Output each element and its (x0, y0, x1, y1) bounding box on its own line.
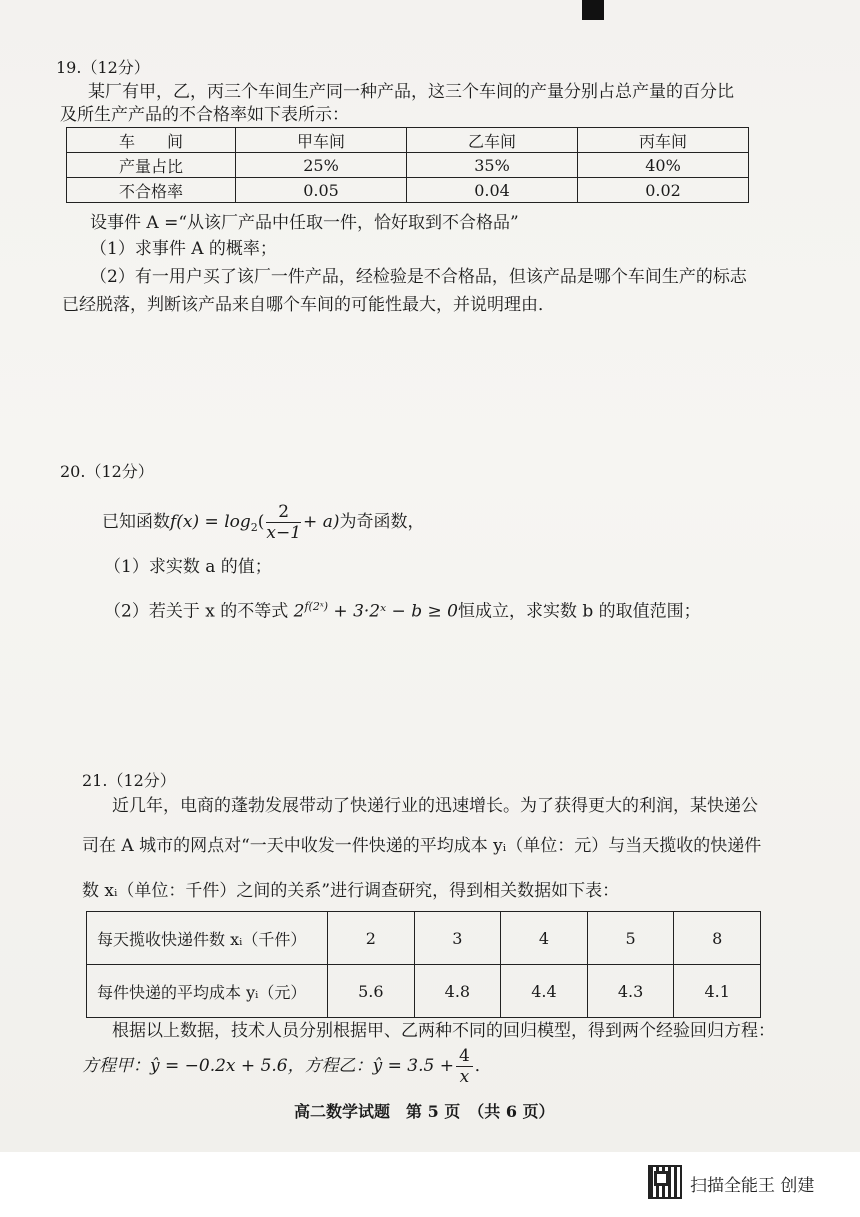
q19-event-definition: 设事件 A =“从该厂产品中任取一件，恰好取到不合格品” (90, 213, 519, 233)
table-cell: 35% (407, 153, 578, 178)
q21-fraction-denominator: x (459, 1066, 470, 1087)
page-footer: 高二数学试题 第 5 页 （共 6 页） (294, 1102, 555, 1121)
table-row (67, 153, 749, 178)
qr-code-icon (648, 1165, 682, 1199)
q20-s2-base: 2 (293, 601, 305, 622)
table-cell: 2 (328, 912, 415, 965)
q21-equations (82, 1042, 492, 1090)
q21-fraction-numerator: 4 (456, 1046, 473, 1067)
table-cell: 每件快递的平均成本 yᵢ（元） (87, 965, 328, 1018)
table-cell: 5.6 (328, 965, 415, 1018)
table-cell: 25% (236, 153, 407, 178)
q21-heading: 21.（12分） (82, 771, 176, 790)
q21-table (86, 911, 761, 1018)
table-cell: 乙车间 (407, 128, 578, 153)
q21-equation-text: 方程甲：ŷ = −0.2x + 5.6，方程乙：ŷ = 3.5 + (82, 1056, 454, 1076)
q19-paragraph-2: 及所生产产品的不合格率如下表所示： (60, 105, 349, 125)
q21-paragraph-1: 近几年，电商的蓬勃发展带动了快递行业的迅速增长。为了获得更大的利润，某快递公 (112, 796, 758, 816)
q20-function-definition (102, 498, 424, 546)
q20-intro: 已知函数 (102, 512, 170, 532)
table-cell: 产量占比 (67, 153, 236, 178)
q19-subquestion-2a: （2）有一用户买了该厂一件产品，经检验是不合格品，但该产品是哪个车间生产的标志 (90, 267, 747, 287)
q20-function-lhs: f(x) = log (170, 512, 251, 532)
q20-log-base: 2 (250, 521, 258, 534)
scan-mark (582, 0, 604, 20)
q21-equation-end: ． (474, 1056, 492, 1076)
table-row (87, 965, 761, 1018)
q20-subquestion-2 (104, 596, 701, 623)
table-row (67, 178, 749, 203)
table-cell: 4.4 (501, 965, 588, 1018)
q19-heading: 19.（12分） (56, 58, 150, 77)
table-cell: 8 (674, 912, 761, 965)
q20-subquestion-1: （1）求实数 a 的值； (104, 557, 272, 577)
table-cell: 40% (578, 153, 749, 178)
table-row (87, 912, 761, 965)
q20-plus-a: + a) (303, 512, 340, 532)
q19-subquestion-2b: 已经脱落，判断该产品来自哪个车间的可能性最大，并说明理由． (62, 295, 555, 315)
q20-s2-suffix: 恒成立，求实数 b 的取值范围； (457, 601, 701, 622)
table-cell: 4.8 (414, 965, 501, 1018)
table-cell: 每天揽收快递件数 xᵢ（千件） (87, 912, 328, 965)
q20-open-paren: ( (257, 512, 265, 532)
table-cell: 3 (414, 912, 501, 965)
q20-fraction-numerator: 2 (266, 502, 301, 523)
table-cell: 5 (587, 912, 674, 965)
table-cell: 0.02 (578, 178, 749, 203)
table-cell: 丙车间 (578, 128, 749, 153)
q19-table (66, 127, 749, 203)
q20-s2-inequality: + 3·2ˣ − b ≥ 0 (328, 601, 458, 622)
table-cell: 0.05 (236, 178, 407, 203)
table-cell: 不合格率 (67, 178, 236, 203)
q21-fraction (456, 1046, 473, 1087)
q21-paragraph-3: 数 xᵢ（单位：千件）之间的关系”进行调查研究，得到相关数据如下表： (82, 881, 620, 901)
table-cell: 0.04 (407, 178, 578, 203)
q19-subquestion-1: （1）求事件 A 的概率； (90, 239, 277, 259)
q20-intro-end: 为奇函数， (339, 512, 425, 532)
q21-paragraph-2: 司在 A 城市的网点对“一天中收发一件快递的平均成本 yᵢ（单位：元）与当天揽收的快递件 (82, 836, 762, 856)
table-cell: 4.1 (674, 965, 761, 1018)
q19-paragraph-1: 某厂有甲，乙，丙三个车间生产同一种产品，这三个车间的产量分别占总产量的百分比 (88, 82, 734, 102)
q20-s2-prefix: （2）若关于 x 的不等式 (104, 601, 294, 622)
table-cell: 车 间 (67, 128, 236, 153)
q20-fraction (266, 502, 301, 543)
table-cell: 4 (501, 912, 588, 965)
q20-fraction-denominator: x−1 (266, 522, 302, 543)
q20-heading: 20.（12分） (60, 462, 154, 481)
table-cell: 甲车间 (236, 128, 407, 153)
scanner-watermark: 扫描全能王 创建 (690, 1176, 815, 1196)
table-cell: 4.3 (587, 965, 674, 1018)
q20-s2-exponent: f(2ˣ) (304, 600, 329, 613)
table-row (67, 128, 749, 153)
q21-paragraph-4: 根据以上数据，技术人员分别根据甲、乙两种不同的回归模型，得到两个经验回归方程： (112, 1021, 775, 1041)
